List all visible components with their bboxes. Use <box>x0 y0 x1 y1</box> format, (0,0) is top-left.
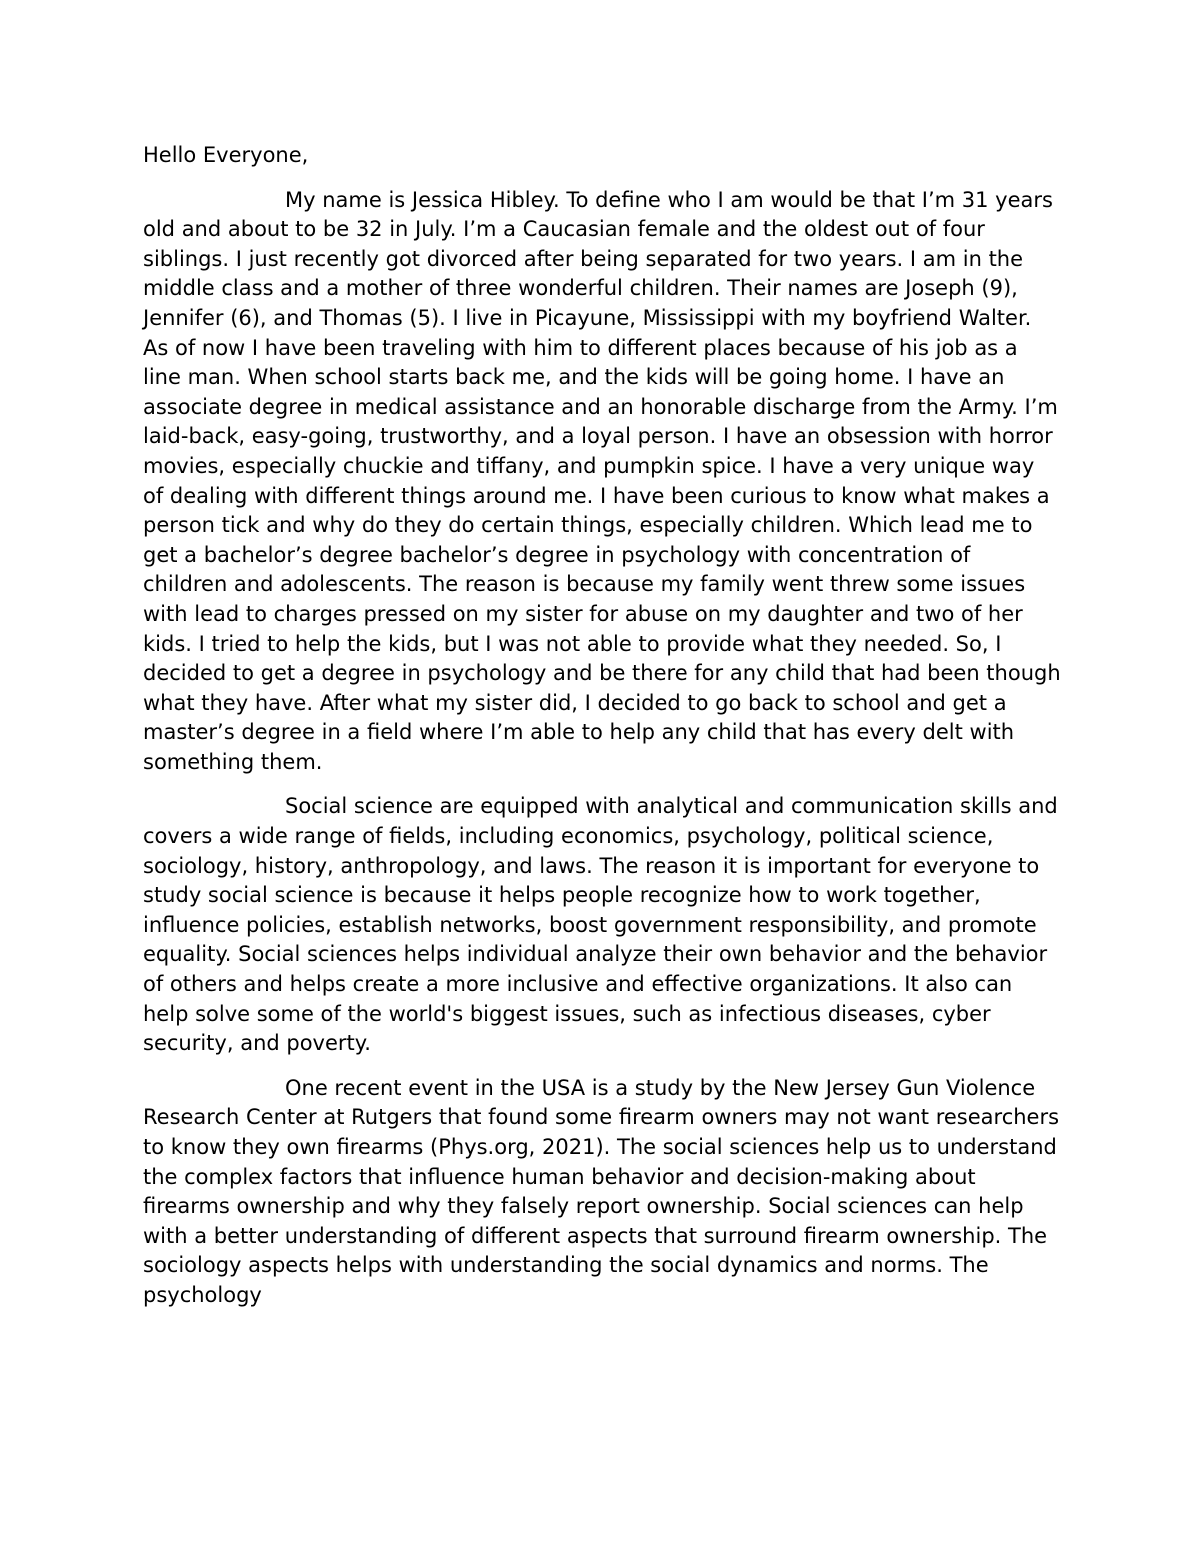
paragraph-social-science: Social science are equipped with analytical and communication skills and covers a wide range of fields, including economics, psychology, political science, sociology, history, anthropology, and laws. The reason it is important for everyone to study social science is because it helps people recognize how to work together, influence policies, establish networks, boost government responsibility, and promote equality. Social sciences helps individual analyze their own behavior and the behavior of others and helps create a more inclusive and effective organizations. It also can help solve some of the world's biggest issues, such as infectious diseases, cyber security, and poverty. <box>143 794 1058 1056</box>
salutation: Hello Everyone, <box>143 143 309 167</box>
paragraph-recent-event: One recent event in the USA is a study by the New Jersey Gun Violence Research Center at Rutgers that found some firearm owners may not want researchers to know they own firearms (Phys.org, 2021). The social sciences help us to understand the complex factors that influence human behavior and decision-making about firearms ownership and why they falsely report ownership. Social sciences can help with a better understanding of different aspects that surround firearm ownership. The sociology aspects helps with understanding the social dynamics and norms. The psychology <box>143 1075 1060 1307</box>
paragraph-introduction: My name is Jessica Hibley. To define who I am would be that I’m 31 years old and about to be 32 in July. I’m a Caucasian female and the oldest out of four siblings. I just recently got divorced after being separated for two years. I am in the middle class and a mother of three wonderful children. Their names are Joseph (9), Jennifer (6), and Thomas (5). I live in Picayune, Mississippi with my boyfriend Walter. As of now I have been traveling with him to different places because of his job as a line man. When school starts back me, and the kids will be going home. I have an associate degree in medical assistance and an honorable discharge from the Army. I’m laid-back, easy-going, trustworthy, and a loyal person. I have an obsession with horror movies, especially chuckie and tiffany, and pumpkin spice. I have a very unique way of dealing with different things around me. I have been curious to know what makes a person tick and why do they do certain things, especially children. Which lead me to get a bachelor’s degree bachelor’s degree in psychology with concentration of children and adolescents. The reason is because my family went threw some issues with lead to charges pressed on my sister for abuse on my daughter and two of her kids. I tried to help the kids, but I was not able to provide what they needed. So, I decided to get a degree in psychology and be there for any child that had been though what they have. After what my sister did, I decided to go back to school and get a master’s degree in a field where I’m able to help any child that has every delt with something them. <box>143 187 1061 774</box>
document-body <box>143 141 1061 1326</box>
